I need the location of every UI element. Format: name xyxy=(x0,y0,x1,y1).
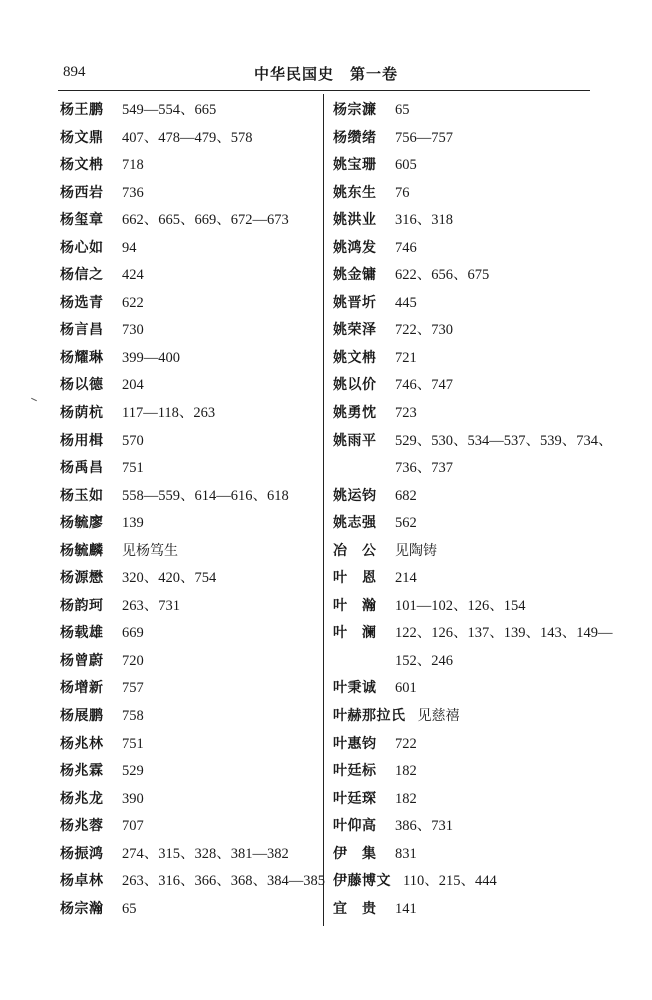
entry-pages: 549—554、665 xyxy=(122,102,217,118)
entry-name: 杨文柟 xyxy=(60,157,104,174)
index-entry xyxy=(60,180,322,208)
index-entry xyxy=(333,758,595,786)
entry-name: 姚洪业 xyxy=(333,212,377,229)
entry-name: 杨耀琳 xyxy=(60,349,104,366)
entry-pages: 263、316、366、368、384—385 xyxy=(122,873,325,890)
entry-pages: 736、737 xyxy=(395,460,453,477)
index-entry xyxy=(333,731,595,759)
index-entry xyxy=(333,510,595,538)
index-entry xyxy=(333,180,595,208)
entry-name: 姚志强 xyxy=(333,515,377,532)
entry-name: 宜 贵 xyxy=(333,900,377,917)
index-entry xyxy=(60,345,322,373)
entry-pages: 662、665、669、672—673 xyxy=(122,212,289,229)
entry-name: 杨展鹏 xyxy=(60,708,104,725)
entry-pages: 390 xyxy=(122,790,144,807)
entry-pages: 122、126、137、139、143、149— xyxy=(395,625,613,642)
index-entry xyxy=(60,620,322,648)
entry-name: 姚荣泽 xyxy=(333,322,377,339)
entry-pages: 214 xyxy=(395,570,417,587)
index-entry xyxy=(60,125,322,153)
entry-pages: 见杨笃生 xyxy=(122,542,178,559)
entry-name: 杨文鼎 xyxy=(60,129,104,146)
entry-pages: 见慈禧 xyxy=(417,708,460,725)
entry-pages: 723 xyxy=(395,405,417,422)
page-number: 894 xyxy=(63,64,86,80)
entry-pages: 65 xyxy=(395,102,410,118)
index-entry xyxy=(333,538,595,566)
entry-pages: 831 xyxy=(395,845,417,862)
entry-name: 叶仰高 xyxy=(333,818,377,835)
index-entry xyxy=(60,786,322,814)
entry-pages: 758 xyxy=(122,708,144,725)
entry-pages: 445 xyxy=(395,294,417,311)
index-entry xyxy=(60,868,325,896)
entry-name: 伊藤博文 xyxy=(333,873,391,890)
entry-pages: 722 xyxy=(395,735,417,752)
index-entry xyxy=(333,620,613,675)
entry-pages: 424 xyxy=(122,267,144,284)
index-entry xyxy=(333,786,595,814)
entry-pages: 见陶铸 xyxy=(395,542,437,559)
entry-pages: 182 xyxy=(395,790,417,807)
index-entry xyxy=(60,262,322,290)
index-entry xyxy=(60,731,322,759)
index-entry xyxy=(60,510,322,538)
entry-pages: 682 xyxy=(395,487,417,504)
index-entry xyxy=(60,648,322,676)
index-entry xyxy=(60,675,322,703)
index-entry xyxy=(60,207,322,235)
entry-name: 叶廷琛 xyxy=(333,790,377,807)
entry-name: 姚晋圻 xyxy=(333,294,377,311)
entry-name: 叶秉诚 xyxy=(333,680,377,697)
entry-pages: 274、315、328、381—382 xyxy=(122,845,289,862)
entry-pages: 718 xyxy=(122,157,144,174)
index-entry xyxy=(60,152,322,180)
entry-pages: 407、478—479、578 xyxy=(122,129,253,146)
entry-pages: 622 xyxy=(122,294,144,311)
entry-pages: 720 xyxy=(122,652,144,669)
index-entry xyxy=(333,428,613,483)
entry-name: 姚鸿发 xyxy=(333,239,377,256)
index-entry xyxy=(60,841,322,869)
index-entry xyxy=(333,97,595,125)
entry-pages: 751 xyxy=(122,460,144,477)
index-entry xyxy=(333,345,595,373)
entry-pages: 622、656、675 xyxy=(395,267,490,284)
entry-name: 杨载雄 xyxy=(60,625,104,642)
entry-pages: 141 xyxy=(395,900,417,917)
entry-pages: 110、215、444 xyxy=(403,873,497,890)
entry-name: 杨兆龙 xyxy=(60,790,104,807)
index-entry xyxy=(60,372,322,400)
stray-mark xyxy=(31,398,37,401)
entry-name: 叶惠钧 xyxy=(333,735,377,752)
index-entry xyxy=(333,593,595,621)
entry-name: 叶 瀚 xyxy=(333,597,377,614)
index-entry xyxy=(60,703,322,731)
entry-pages: 204 xyxy=(122,377,144,394)
entry-name: 叶廷标 xyxy=(333,763,377,780)
entry-pages: 707 xyxy=(122,818,144,835)
entry-pages: 139 xyxy=(122,515,144,532)
entry-pages: 263、731 xyxy=(122,597,180,614)
entry-pages: 117—118、263 xyxy=(122,405,216,422)
entry-pages: 721 xyxy=(395,349,417,366)
entry-pages: 570 xyxy=(122,432,144,449)
entry-pages: 182 xyxy=(395,763,417,780)
entry-pages: 605 xyxy=(395,157,417,174)
entry-pages: 152、246 xyxy=(395,652,453,669)
index-entry xyxy=(333,896,595,924)
entry-name: 杨增新 xyxy=(60,680,104,697)
index-entry xyxy=(333,868,595,896)
entry-pages: 757 xyxy=(122,680,144,697)
entry-name: 叶 澜 xyxy=(333,625,377,642)
entry-name: 姚以价 xyxy=(333,377,377,394)
entry-name: 姚雨平 xyxy=(333,432,377,449)
entry-name: 叶赫那拉氏 xyxy=(333,708,406,725)
index-entry xyxy=(60,565,322,593)
entry-name: 杨心如 xyxy=(60,239,104,256)
entry-name: 姚宝珊 xyxy=(333,157,377,174)
entry-name: 杨兆林 xyxy=(60,735,104,752)
entry-name: 杨玺章 xyxy=(60,212,104,229)
entry-name: 叶 恩 xyxy=(333,570,377,587)
entry-name: 杨禹昌 xyxy=(60,460,104,477)
index-entry xyxy=(60,483,322,511)
entry-name: 杨兆蓉 xyxy=(60,818,104,835)
entry-name: 杨卓林 xyxy=(60,873,104,890)
entry-name: 杨毓麟 xyxy=(60,542,104,559)
entry-pages: 76 xyxy=(395,184,410,201)
entry-pages: 722、730 xyxy=(395,322,453,339)
index-entry xyxy=(333,400,595,428)
entry-pages: 562 xyxy=(395,515,417,532)
index-entry xyxy=(333,290,595,318)
index-entry xyxy=(60,400,322,428)
entry-name: 杨王鹏 xyxy=(60,102,104,118)
entry-name: 伊 集 xyxy=(333,845,377,862)
index-entry xyxy=(60,97,322,125)
entry-name: 杨用楫 xyxy=(60,432,104,449)
entry-pages: 601 xyxy=(395,680,417,697)
entry-pages: 320、420、754 xyxy=(122,570,217,587)
entry-name: 姚东生 xyxy=(333,184,377,201)
index-entry xyxy=(60,455,322,483)
entry-pages: 736 xyxy=(122,184,144,201)
header-rule xyxy=(58,90,590,91)
entry-name: 姚金镛 xyxy=(333,267,377,284)
index-entry xyxy=(60,538,322,566)
entry-name: 杨言昌 xyxy=(60,322,104,339)
entry-name: 杨韵珂 xyxy=(60,597,104,614)
entry-name: 姚勇忱 xyxy=(333,405,377,422)
entry-name: 杨宗濂 xyxy=(333,102,377,118)
index-column-right xyxy=(333,97,613,923)
index-entry xyxy=(333,152,595,180)
index-entry xyxy=(333,207,595,235)
entry-name: 杨西岩 xyxy=(60,184,104,201)
entry-name: 姚运钧 xyxy=(333,487,377,504)
entry-name: 杨宗瀚 xyxy=(60,900,104,917)
index-entry xyxy=(333,235,595,263)
entry-pages: 756—757 xyxy=(395,129,453,146)
entry-pages: 399—400 xyxy=(122,349,180,366)
entry-pages: 669 xyxy=(122,625,144,642)
entry-name: 姚文柟 xyxy=(333,349,377,366)
index-entry xyxy=(60,290,322,318)
entry-name: 杨曾蔚 xyxy=(60,652,104,669)
index-entry xyxy=(60,896,322,924)
index-entry xyxy=(333,372,595,400)
entry-pages: 558—559、614—616、618 xyxy=(122,487,289,504)
index-entry xyxy=(333,125,595,153)
entry-name: 杨毓廖 xyxy=(60,515,104,532)
entry-name: 冶 公 xyxy=(333,542,377,559)
index-entry xyxy=(60,235,322,263)
index-entry xyxy=(333,262,595,290)
index-entry xyxy=(333,703,595,731)
entry-pages: 316、318 xyxy=(395,212,453,229)
entry-pages: 386、731 xyxy=(395,818,453,835)
index-entry xyxy=(333,813,595,841)
index-entry xyxy=(60,813,322,841)
index-entry xyxy=(333,565,595,593)
entry-pages: 746、747 xyxy=(395,377,453,394)
entry-name: 杨信之 xyxy=(60,267,104,284)
index-entry xyxy=(333,483,595,511)
entry-pages: 746 xyxy=(395,239,417,256)
running-title: 中华民国史 第一卷 xyxy=(253,65,398,83)
entry-name: 杨玉如 xyxy=(60,487,104,504)
entry-name: 杨选青 xyxy=(60,294,104,311)
entry-pages: 730 xyxy=(122,322,144,339)
entry-name: 杨兆霖 xyxy=(60,763,104,780)
index-column-left xyxy=(60,97,325,923)
entry-name: 杨源懋 xyxy=(60,570,104,587)
entry-name: 杨以德 xyxy=(60,377,104,394)
index-entry xyxy=(333,841,595,869)
entry-pages: 529、530、534—537、539、734、 xyxy=(395,432,613,449)
index-entry xyxy=(333,317,595,345)
entry-pages: 529 xyxy=(122,763,144,780)
index-entry xyxy=(60,428,322,456)
index-entry xyxy=(60,758,322,786)
entry-name: 杨振鸿 xyxy=(60,845,104,862)
index-entry xyxy=(60,593,322,621)
entry-pages: 94 xyxy=(122,239,137,256)
entry-name: 杨缵绪 xyxy=(333,129,377,146)
entry-name: 杨荫杭 xyxy=(60,405,104,422)
index-entry xyxy=(60,317,322,345)
entry-pages: 65 xyxy=(122,900,137,917)
entry-pages: 751 xyxy=(122,735,144,752)
column-divider xyxy=(323,94,324,926)
entry-pages: 101—102、126、154 xyxy=(395,597,526,614)
index-entry xyxy=(333,675,595,703)
